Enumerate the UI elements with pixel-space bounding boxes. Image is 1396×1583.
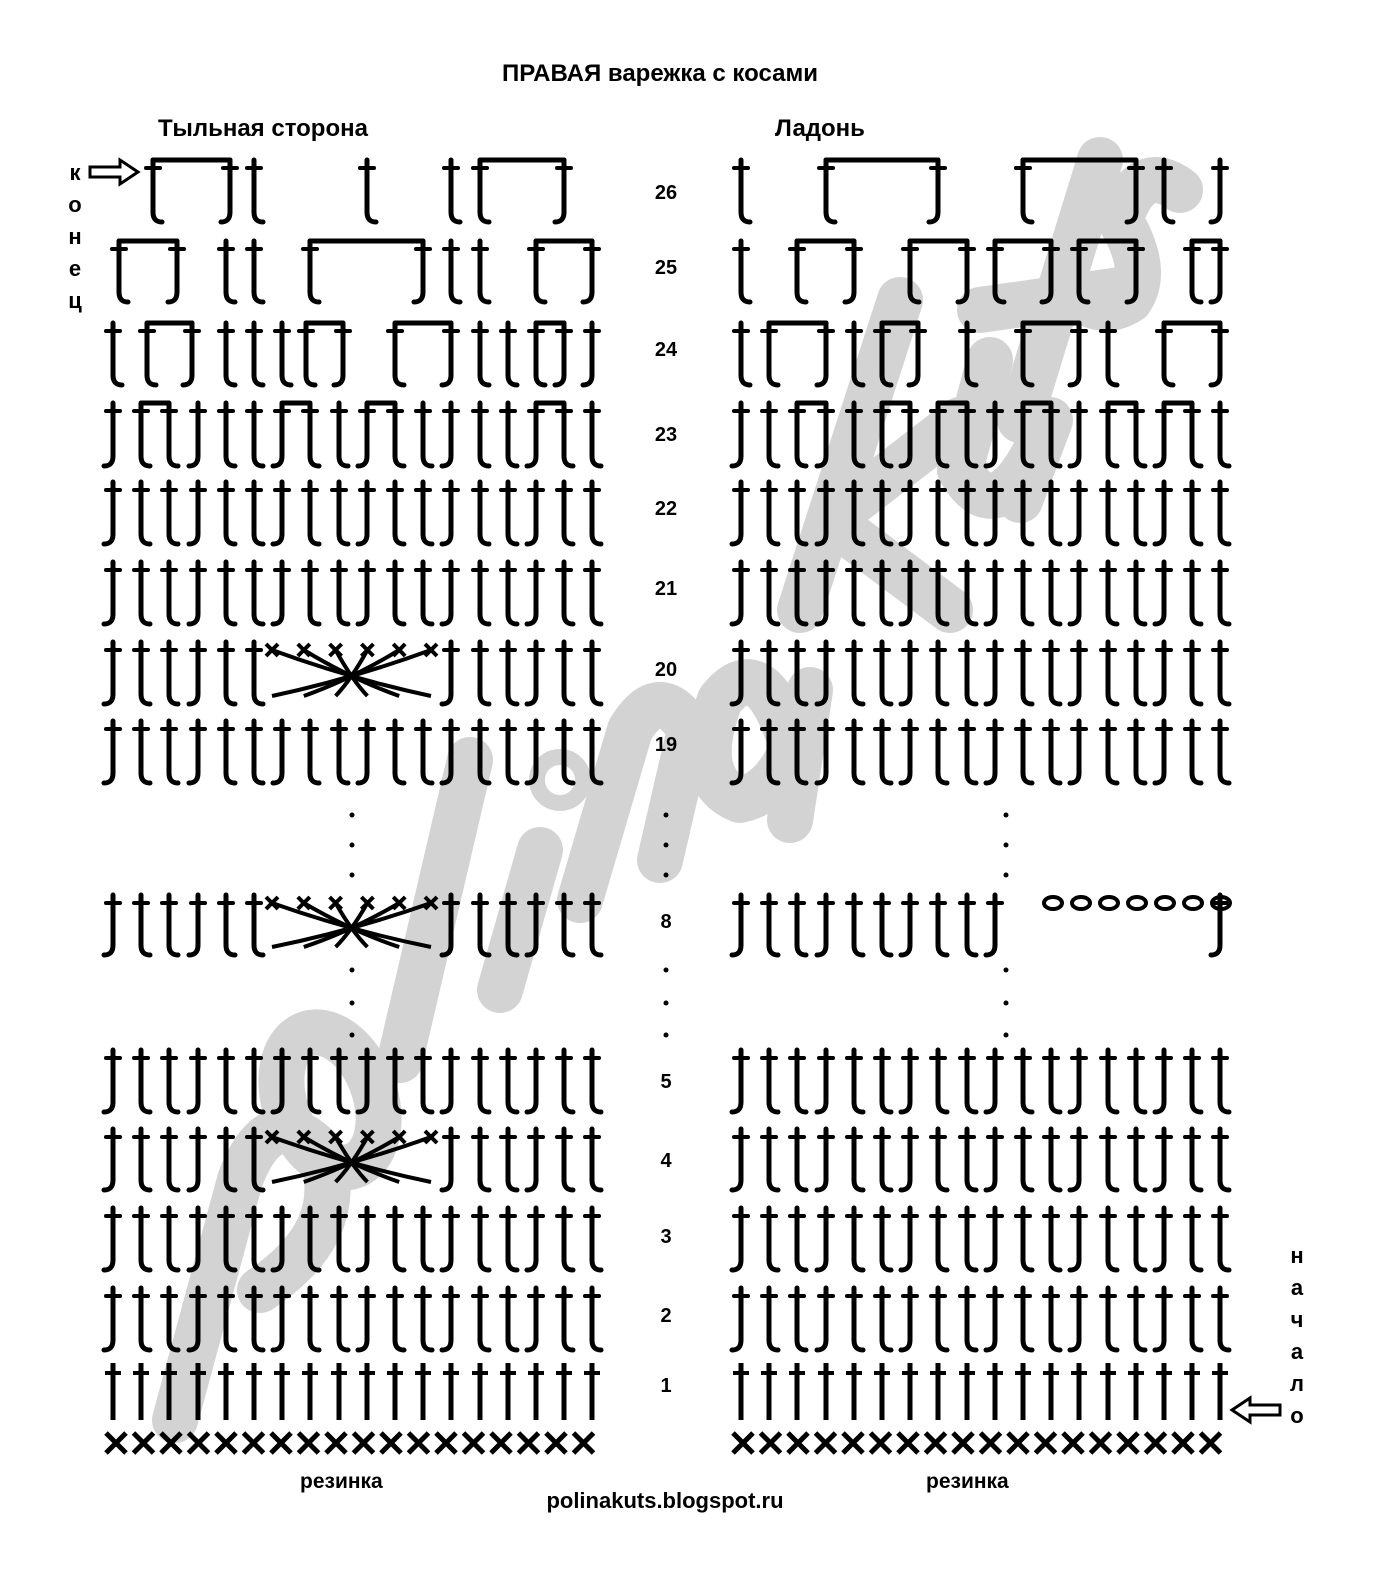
row-gap-dot — [664, 873, 669, 878]
row-gap-dot — [1004, 843, 1009, 848]
letter: н — [1290, 1243, 1304, 1268]
chain-stitch — [1184, 897, 1202, 909]
single-crochet-x — [871, 1433, 891, 1453]
letter: а — [1290, 1339, 1304, 1364]
cable-cross-mark — [298, 644, 310, 656]
single-crochet-x — [761, 1433, 781, 1453]
row-gap-dot — [350, 968, 355, 973]
single-crochet-x — [546, 1433, 566, 1453]
row-gap-dot — [1004, 873, 1009, 878]
single-crochet-x — [134, 1433, 154, 1453]
single-crochet-x — [1173, 1433, 1193, 1453]
single-crochet-x — [491, 1433, 511, 1453]
letter: а — [1290, 1275, 1304, 1300]
single-crochet-x — [788, 1433, 808, 1453]
cable-cross-mark — [361, 1131, 373, 1143]
chain-stitch — [1044, 897, 1062, 909]
row-gap-dot — [350, 1001, 355, 1006]
row-gap-dot — [1004, 968, 1009, 973]
cable-cross-mark — [298, 1131, 310, 1143]
row-number: 3 — [660, 1226, 672, 1248]
single-crochet-x — [816, 1433, 836, 1453]
row-gap-dot — [664, 968, 669, 973]
row-number: 4 — [660, 1150, 672, 1172]
ribbing-label-back: резинка — [300, 1470, 383, 1493]
single-crochet-x — [1146, 1433, 1166, 1453]
palm-heading: Ладонь — [775, 115, 865, 142]
row-gap-dot — [350, 873, 355, 878]
row-gap-dot — [1004, 1001, 1009, 1006]
letter: н — [68, 224, 82, 249]
row-number: 1 — [660, 1375, 672, 1397]
row-number: 23 — [654, 424, 678, 446]
single-crochet-x — [1008, 1433, 1028, 1453]
ribbing-label-palm: резинка — [926, 1470, 1009, 1493]
single-crochet-x — [1036, 1433, 1056, 1453]
letter: л — [1290, 1371, 1304, 1396]
letter: о — [68, 192, 82, 217]
single-crochet-x — [843, 1433, 863, 1453]
row-number: 2 — [660, 1305, 672, 1327]
cable-cross-mark — [393, 897, 405, 909]
single-crochet-x — [953, 1433, 973, 1453]
single-crochet-x — [326, 1433, 346, 1453]
letter: к — [69, 160, 81, 185]
end-arrow-icon — [90, 160, 138, 184]
row-gap-dot — [664, 843, 669, 848]
single-crochet-x — [381, 1433, 401, 1453]
row-gap-dot — [1004, 813, 1009, 818]
cable-cross-mark — [330, 897, 342, 909]
row-gap-dot — [664, 1001, 669, 1006]
row-number: 22 — [654, 498, 678, 520]
single-crochet-x — [1091, 1433, 1111, 1453]
back-side-heading: Тыльная сторона — [158, 115, 368, 142]
single-crochet-x — [271, 1433, 291, 1453]
row-gap-dot — [664, 813, 669, 818]
single-crochet-x — [216, 1433, 236, 1453]
start-arrow-icon — [1232, 1398, 1280, 1422]
cable-cross-mark — [361, 644, 373, 656]
footer-url: polinakuts.blogspot.ru — [546, 1488, 784, 1513]
letter: ц — [68, 288, 82, 313]
row-number: 5 — [660, 1071, 672, 1093]
cable-cross-mark — [393, 644, 405, 656]
row-number: 8 — [660, 911, 672, 933]
single-crochet-x — [436, 1433, 456, 1453]
row-number: 25 — [654, 257, 678, 279]
end-marker-word — [60, 157, 90, 317]
letter: е — [68, 256, 82, 281]
chain-stitch — [1156, 897, 1174, 909]
start-marker-word — [1282, 1240, 1312, 1432]
single-crochet-x — [898, 1433, 918, 1453]
single-crochet-x — [981, 1433, 1001, 1453]
page-title: ПРАВАЯ варежка с косами — [502, 60, 818, 87]
cable-cross-mark — [330, 1131, 342, 1143]
cable-cross-mark — [330, 644, 342, 656]
single-crochet-x — [1201, 1433, 1221, 1453]
single-crochet-x — [189, 1433, 209, 1453]
row-gap-dot — [350, 813, 355, 818]
single-crochet-x — [926, 1433, 946, 1453]
chain-stitch — [1128, 897, 1146, 909]
single-crochet-x — [1063, 1433, 1083, 1453]
row-number: 26 — [654, 182, 678, 204]
row-number: 19 — [654, 734, 678, 756]
chain-stitch — [1100, 897, 1118, 909]
row-gap-dot — [350, 843, 355, 848]
single-crochet-x — [574, 1433, 594, 1453]
single-crochet-x — [244, 1433, 264, 1453]
single-crochet-x — [299, 1433, 319, 1453]
single-crochet-x — [519, 1433, 539, 1453]
letter: ч — [1290, 1307, 1304, 1332]
single-crochet-x — [1118, 1433, 1138, 1453]
single-crochet-x — [733, 1433, 753, 1453]
letter: о — [1290, 1403, 1304, 1428]
cable-cross-mark — [361, 897, 373, 909]
single-crochet-x — [106, 1433, 126, 1453]
row-gap-dot — [1004, 1033, 1009, 1038]
single-crochet-x — [409, 1433, 429, 1453]
single-crochet-x — [464, 1433, 484, 1453]
single-crochet-x — [161, 1433, 181, 1453]
row-number: 24 — [654, 339, 678, 361]
single-crochet-x — [354, 1433, 374, 1453]
chain-stitch — [1072, 897, 1090, 909]
row-gap-dot — [664, 1033, 669, 1038]
row-number: 21 — [654, 578, 678, 600]
row-number: 20 — [654, 659, 678, 681]
row-gap-dot — [350, 1033, 355, 1038]
cable-cross-mark — [393, 1131, 405, 1143]
cable-cross-mark — [298, 897, 310, 909]
